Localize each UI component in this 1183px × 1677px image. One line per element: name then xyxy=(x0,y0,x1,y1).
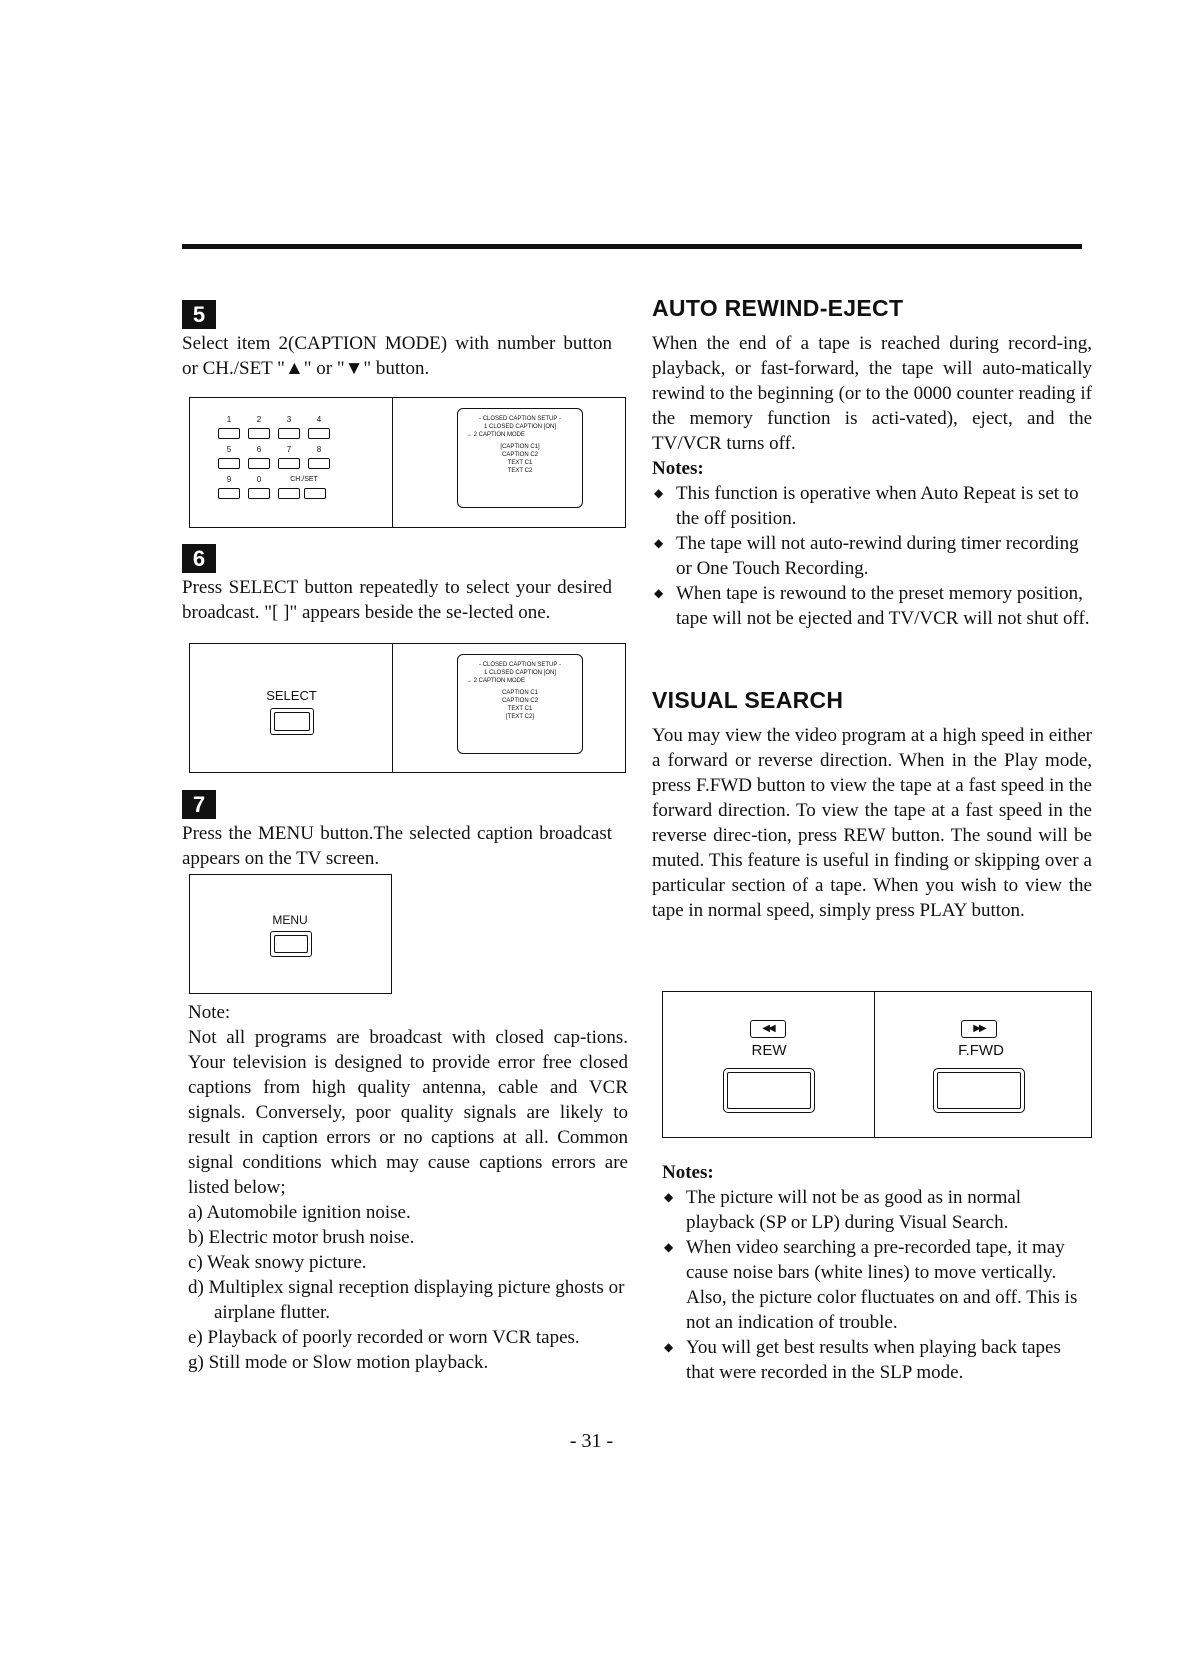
step-6 xyxy=(182,544,622,625)
select-cell xyxy=(190,644,393,772)
note-section xyxy=(188,1000,628,1375)
screen-cell-1 xyxy=(393,398,625,527)
note-item: e) Playback of poorly recorded or worn VCR tapes. xyxy=(188,1327,580,1348)
note-text: Not all programs are broadcast with closed cap-tions. Your television is designed to provide error free closed captions from high quality antenna, cable and VCR signals. Conversely, poor quality signals are likely to result in caption errors or no captions at all. Common signal conditions which may cause captions errors are listed below; xyxy=(188,1027,628,1198)
step-5-badge: 5 xyxy=(182,300,216,329)
rew-button[interactable] xyxy=(723,1068,815,1113)
key-7-label: 7 xyxy=(286,445,292,454)
step-6-text: Press SELECT button repeatedly to select your desired broadcast. "[ ]" appears beside the se-lected one. xyxy=(182,577,612,623)
visual-search-text: You may view the video program at a high speed in either a forward or reverse direction. When in the Play mode, press F.FWD button to view the tape at a fast speed in the forward direction. To view the tape at a fast speed in the reverse direc-tion, press REW button. The sound will be muted. This feature is useful in finding or skipping over a particular section of a tape. When you wish to view the tape in normal speed, simply press PLAY button. xyxy=(652,725,1092,921)
key-3-label: 3 xyxy=(286,415,292,424)
key-8-label: 8 xyxy=(316,445,322,454)
screen-line-1: 1 CLOSED CAPTION [ON] xyxy=(483,670,556,676)
key-1[interactable] xyxy=(218,428,240,439)
screen-option-2: CAPTION C2 xyxy=(501,452,538,458)
key-0-label: 0 xyxy=(256,475,262,484)
visual-search-notes-list xyxy=(662,1185,1092,1385)
note-item: b) Electric motor brush noise. xyxy=(188,1227,415,1248)
note-item: g) Still mode or Slow motion playback. xyxy=(188,1352,489,1373)
figure-menu xyxy=(189,874,392,994)
visual-search-notes-heading: Notes: xyxy=(662,1162,714,1183)
key-4-label: 4 xyxy=(316,415,322,424)
visual-search-note: ◆ You will get best results when playing back tapes that were recorded in the SLP mode. xyxy=(662,1335,1092,1385)
auto-rewind-notes-heading: Notes: xyxy=(652,458,704,479)
key-3[interactable] xyxy=(278,428,300,439)
screen-option-3: TEXT C1 xyxy=(507,460,533,466)
step-6-badge: 6 xyxy=(182,544,216,573)
note-list xyxy=(188,1200,628,1375)
step-7 xyxy=(182,790,622,871)
note-item: d) Multiplex signal reception displaying picture ghosts or airplane flutter. xyxy=(188,1277,625,1323)
key-0[interactable] xyxy=(248,488,270,499)
rew-cell xyxy=(663,992,875,1137)
screen-option-4: [TEXT C2] xyxy=(506,714,534,720)
key-2[interactable] xyxy=(248,428,270,439)
screen-title: - CLOSED CAPTION SETUP - xyxy=(479,662,561,668)
select-button-label: SELECT xyxy=(266,688,317,703)
ffwd-cell xyxy=(875,992,1091,1137)
note-item: c) Weak snowy picture. xyxy=(188,1252,367,1273)
ffwd-button[interactable] xyxy=(933,1068,1025,1113)
keypad-cell xyxy=(190,398,393,527)
screen-title: - CLOSED CAPTION SETUP - xyxy=(479,416,561,422)
ffwd-button-label: F.FWD xyxy=(958,1042,1004,1059)
key-6-label: 6 xyxy=(256,445,262,454)
rewind-icon: ◀◀ xyxy=(750,1020,786,1038)
screen-line-1: 1 CLOSED CAPTION [ON] xyxy=(483,424,556,430)
key-4[interactable] xyxy=(308,428,330,439)
page-number: - 31 - xyxy=(569,1430,614,1452)
step-5 xyxy=(182,300,622,381)
key-5-label: 5 xyxy=(226,445,232,454)
auto-rewind-notes xyxy=(652,481,1092,631)
figure-keypad-screen xyxy=(189,397,626,528)
auto-rewind-text: When the end of a tape is reached during record-ing, playback, or fast-forward, the tape will auto-matically rewind to the beginning (or to the 0000 counter reading if the memory function is acti-vated), eject, and the TV/VCR turns off. xyxy=(652,333,1092,454)
left-column xyxy=(182,300,622,381)
auto-rewind-section xyxy=(652,296,1092,631)
step-7-badge: 7 xyxy=(182,790,216,819)
key-9-label: 9 xyxy=(226,475,232,484)
number-keypad xyxy=(218,416,368,516)
auto-rewind-heading: AUTO REWIND-EJECT xyxy=(652,295,904,321)
step-7-text: Press the MENU button.The selected caption broadcast appears on the TV screen. xyxy=(182,823,612,869)
auto-rewind-note: ◆ The tape will not auto-rewind during timer recording or One Touch Recording. xyxy=(652,531,1092,581)
step-5-text: Select item 2(CAPTION MODE) with number button or CH./SET "▲" or "▼" button. xyxy=(182,333,612,379)
screen-option-1: [CAPTION C1] xyxy=(500,444,540,450)
select-button[interactable] xyxy=(270,708,314,735)
auto-rewind-note: ◆ When tape is rewound to the preset memory position, tape will not be ejected and TV/VCR will not shut off. xyxy=(652,581,1092,631)
key-2-label: 2 xyxy=(256,415,262,424)
caption-setup-screen-2 xyxy=(457,654,583,754)
key-6[interactable] xyxy=(248,458,270,469)
visual-search-note: ◆ The picture will not be as good as in normal playback (SP or LP) during Visual Search. xyxy=(662,1185,1092,1235)
menu-button[interactable] xyxy=(270,931,312,957)
figure-select-screen xyxy=(189,643,626,773)
screen-line-2: → 2 CAPTION MODE xyxy=(466,432,526,438)
figure-rew-ffwd xyxy=(662,991,1092,1138)
key-5[interactable] xyxy=(218,458,240,469)
visual-search-note: ◆ When video searching a pre-recorded tape, it may cause noise bars (white lines) to move vertically. Also, the picture color fluctuates on and off. This is not an indication of trouble. xyxy=(662,1235,1092,1335)
top-rule xyxy=(182,244,1082,249)
visual-search-section xyxy=(652,688,1092,923)
visual-search-heading: VISUAL SEARCH xyxy=(652,687,844,713)
visual-search-notes xyxy=(662,1160,1092,1385)
key-7[interactable] xyxy=(278,458,300,469)
chset-up-button[interactable] xyxy=(278,488,300,499)
screen-line-2: → 2 CAPTION MODE xyxy=(466,678,526,684)
screen-option-4: TEXT C2 xyxy=(507,468,533,474)
menu-button-label: MENU xyxy=(272,913,308,927)
key-9[interactable] xyxy=(218,488,240,499)
screen-cell-2 xyxy=(393,644,625,772)
key-1-label: 1 xyxy=(226,415,232,424)
screen-option-2: CAPTION C2 xyxy=(501,698,538,704)
note-item: a) Automobile ignition noise. xyxy=(188,1202,411,1223)
caption-setup-screen-1 xyxy=(457,408,583,508)
chset-down-button[interactable] xyxy=(304,488,326,499)
fast-forward-icon: ▶▶ xyxy=(961,1020,997,1038)
auto-rewind-note: ◆ This function is operative when Auto Repeat is set to the off position. xyxy=(652,481,1092,531)
rew-button-label: REW xyxy=(751,1042,787,1059)
screen-option-1: CAPTION C1 xyxy=(501,690,538,696)
key-8[interactable] xyxy=(308,458,330,469)
screen-option-3: TEXT C1 xyxy=(507,706,533,712)
note-heading: Note: xyxy=(188,1002,231,1023)
chset-label: CH./SET xyxy=(290,476,318,483)
